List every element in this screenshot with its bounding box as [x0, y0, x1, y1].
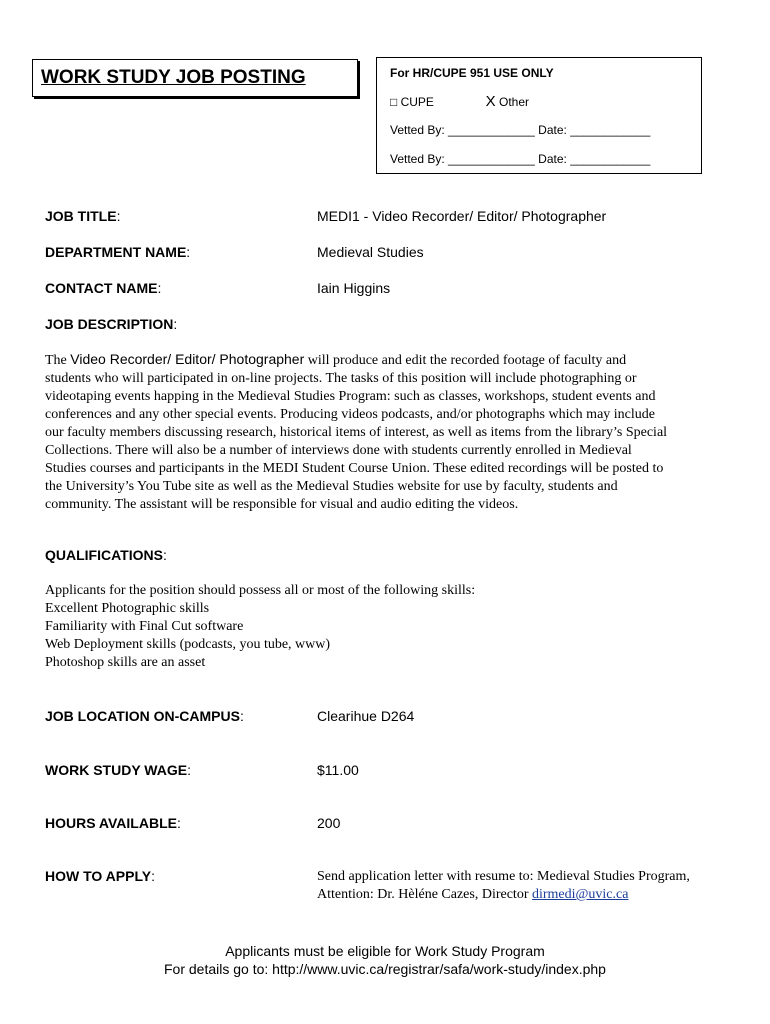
colon: :	[116, 208, 121, 224]
department-label-text: DEPARTMENT NAME	[45, 244, 187, 260]
vetted-by-label: Vetted By:	[390, 152, 445, 166]
description-role: Video Recorder/ Editor/ Photographer	[70, 351, 305, 367]
qualification-item: Familiarity with Final Cut software	[45, 619, 244, 634]
apply-line: Send application letter with resume to: Medieval Studies Program,	[317, 869, 690, 884]
wage-label-text: WORK STUDY WAGE	[45, 762, 188, 778]
vetted-row-2	[390, 152, 650, 166]
hr-use-only-box	[376, 57, 702, 174]
qualifications-list	[45, 582, 475, 672]
hours-value: 200	[317, 815, 341, 831]
description-line: the University’s You Tube site as well as the Medieval Studies website for use by faculty, students and	[45, 479, 618, 494]
job-description-paragraph	[45, 350, 725, 514]
location-label-text: JOB LOCATION ON-CAMPUS	[45, 708, 240, 724]
title-box	[32, 59, 358, 97]
vetted-by-line[interactable]: _____________	[448, 123, 535, 137]
description-line: students who will participated in on-line projects. The tasks of this position will include photographing or	[45, 371, 637, 386]
footer-details-link[interactable]: For details go to: http://www.uvic.ca/registrar/safa/work-study/index.php	[164, 961, 606, 977]
how-to-apply-text	[317, 868, 690, 904]
colon: :	[186, 244, 191, 260]
qualification-item: Photoshop skills are an asset	[45, 655, 206, 670]
page-title: WORK STUDY JOB POSTING	[41, 67, 306, 88]
location-value: Clearihue D264	[317, 708, 415, 724]
how-to-apply-label	[45, 868, 155, 884]
department-label	[45, 244, 190, 260]
description-line: videotaping events happing in the Medieval Studies Program: such as classes, workshops, student events and	[45, 389, 656, 404]
description-line: Collections. There will also be a number of interviews done with students currently enrolled in Medieval	[45, 443, 632, 458]
contact-label-text: CONTACT NAME	[45, 280, 158, 296]
hours-label-text: HOURS AVAILABLE	[45, 815, 177, 831]
wage-label	[45, 762, 191, 778]
colon: :	[239, 708, 244, 724]
qualifications-label	[45, 547, 167, 563]
job-title-label	[45, 208, 120, 224]
hr-box-heading: For HR/CUPE 951 USE ONLY	[390, 66, 554, 80]
department-value: Medieval Studies	[317, 244, 424, 260]
colon: :	[157, 280, 162, 296]
apply-line: Attention: Dr. Hèléne Cazes, Director	[317, 887, 532, 902]
qualification-item: Excellent Photographic skills	[45, 601, 210, 616]
contact-label	[45, 280, 161, 296]
wage-value: $11.00	[317, 762, 359, 778]
description-label-text: JOB DESCRIPTION	[45, 316, 174, 332]
colon: :	[176, 815, 181, 831]
qualification-item: Applicants for the position should possess all or most of the following skills:	[45, 583, 476, 598]
date-line[interactable]: ____________	[570, 152, 651, 166]
vetted-by-label: Vetted By:	[390, 123, 445, 137]
description-line: Studies courses and participants in the MEDI Student Course Union. These edited recordings will be posted to	[45, 461, 664, 476]
description-line: will produce and edit the recorded footage of faculty and	[304, 353, 627, 368]
date-label: Date:	[538, 152, 567, 166]
contact-value: Iain Higgins	[317, 280, 391, 296]
colon: :	[187, 762, 191, 778]
date-label: Date:	[538, 123, 567, 137]
description-line: conferences and any other special events. Producing videos podcasts, and/or photographs which may include	[45, 407, 655, 422]
hours-label	[45, 815, 181, 831]
vetted-row-1	[390, 123, 650, 137]
job-title-value: MEDI1 - Video Recorder/ Editor/ Photographer	[317, 208, 607, 224]
footer-eligibility: Applicants must be eligible for Work Study Program	[225, 943, 545, 959]
description-lead: The	[45, 353, 71, 368]
vetted-by-line[interactable]: _____________	[448, 152, 535, 166]
cupe-label: CUPE	[400, 95, 434, 109]
colon: :	[162, 547, 167, 563]
colon: :	[151, 868, 155, 884]
hr-box-category-row	[390, 93, 529, 110]
colon: :	[173, 316, 178, 332]
description-label	[45, 316, 177, 332]
description-line: community. The assistant will be responsible for visual and audio editing the videos.	[45, 497, 519, 512]
qualification-item: Web Deployment skills (podcasts, you tube, www)	[45, 637, 331, 652]
how-to-apply-label-text: HOW TO APPLY	[45, 868, 152, 884]
job-title-label-text: JOB TITLE	[45, 208, 117, 224]
other-checkmark[interactable]: X	[485, 93, 496, 110]
description-line: our faculty members discussing research, historical items of interest, as well as items from the library’s Special	[45, 425, 668, 440]
date-line[interactable]: ____________	[570, 123, 651, 137]
qualifications-label-text: QUALIFICATIONS	[45, 547, 163, 563]
cupe-checkbox[interactable]: □	[390, 95, 398, 109]
other-label: Other	[498, 95, 529, 109]
location-label	[45, 708, 244, 724]
email-link[interactable]: dirmedi@uvic.ca	[531, 887, 629, 902]
